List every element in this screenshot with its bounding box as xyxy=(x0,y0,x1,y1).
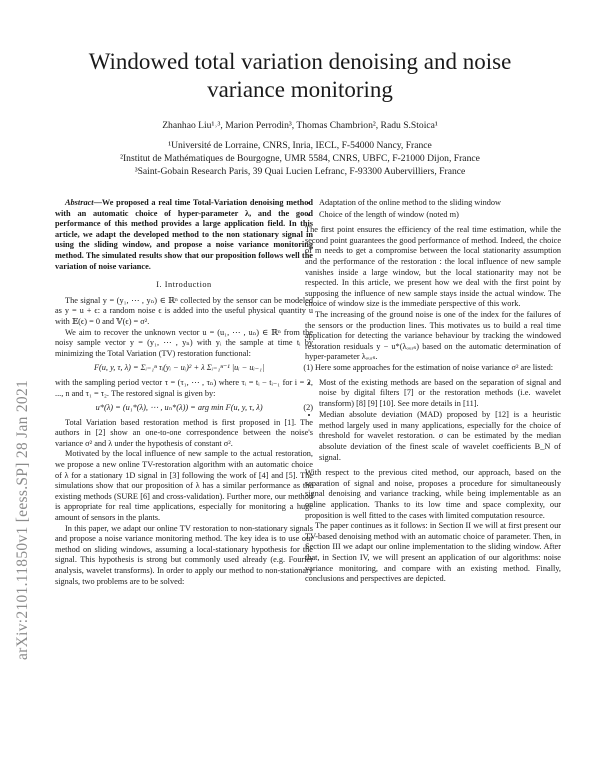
abstract-text: —We proposed a real time Total-Variation denoising method with an automatic choice of hyper-parameter λ, and the good performance of this method provides a large application field. In this article, we adapt the developed method to the non stationary signal in using the sliding window, and propose a noise variance monitoring method. The simulated results show that our proposition follows well the variation of noise variance. xyxy=(55,198,313,271)
left-column xyxy=(55,198,313,587)
equation-body: u*(λ) = (u₁*(λ), ⋯ , uₙ*(λ)) = arg min F(u, y, τ, λ) xyxy=(95,403,263,413)
equation-number: (1) xyxy=(303,363,313,373)
equation-body: F(u, y, τ, λ) = Σᵢ₌₁ⁿ τᵢ(yᵢ − uᵢ)² + λ Σᵢ₌₁ⁿ⁻¹ |uᵢ − uᵢ₋₁| xyxy=(93,363,265,373)
paragraph: The first point ensures the efficiency of the real time estimation, while the second point guarantees the good performance of method. Indeed, the choice of m needs to get a compromise between the local stationarity assumption and the performance of the restoration : the local influence of new sample vanishes inside a large window, but the local stationarity may not be respected. In this article, we present how we deal with the first point by supposing the influence of new sample stays inside the actual window. The choice of window size is the immediate perspective of this work. xyxy=(305,225,561,309)
bullet-list xyxy=(305,378,561,464)
paragraph: with the sampling period vector τ = (τ₁, ⋯ , τₙ) where τᵢ = tᵢ − tᵢ₋₁ for i = 2, ..., n and τ₁ = τ₂. The restored signal is given by: xyxy=(55,377,313,398)
paragraph: With respect to the previous cited method, our approach, based on the separation of signal and noise, proposes a procedure for simultaneously signal denoising and variance tracking, while being implementable as an online application. Thanks to its low time and space complexity, our proposition is well fitted to the cases with limited computation resource. xyxy=(305,468,561,520)
equation-number: (2) xyxy=(303,403,313,413)
list-item: • Most of the existing methods are based on the separation of signal and noise by digital filters [7] or the restoration methods (i.e. wavelet transform) [8] [9] [10]. See more details in [11]. xyxy=(319,378,561,410)
bullet-list xyxy=(305,198,561,220)
list-item: • Choice of the length of window (noted m) xyxy=(319,210,561,221)
equation-2 xyxy=(55,403,313,414)
affiliation-2: ²Institut de Mathématiques de Bourgogne, UMR 5584, CNRS, UBFC, F-21000 Dijon, France xyxy=(120,153,480,164)
paper-title: Windowed total variation denoising and noise variance monitoring xyxy=(88,49,512,102)
paragraph: The increasing of the ground noise is one of the index for the failures of the sensors or the production lines. This motivates us to build a real time application for detecting the variance behaviour by tracking the windowed restoration residuals y − u*(λₒᵤᵣₛ) based on the automatic determination of hyper-parameter λₒᵤᵣₛ. xyxy=(305,309,561,362)
abstract-label: Abstract xyxy=(65,198,94,207)
paragraph: The paper continues as it follows: in Section II we will at first present our TV-based denoising method with an automatic choice of parameter. Then, in Section III we adapt our online implementation to the sliding window. After that, in Section IV, we will present an application of our algorithms: noise variance monitoring, and compare with an existing method. Finally, conclusions and perspectives are depicted. xyxy=(305,521,561,584)
right-column xyxy=(305,198,561,585)
arxiv-stamp: arXiv:2101.11850v1 [eess.SP] 28 Jan 2021 xyxy=(14,379,31,660)
authors: Zhanhao Liu¹˒³, Marion Perrodin³, Thomas Chambrion², Radu S.Stoica¹ xyxy=(162,120,438,131)
abstract xyxy=(55,198,313,272)
paragraph: We aim to recover the unknown vector u = (u₁, ⋯ , uₙ) ∈ ℝⁿ from the noisy sample vector y = (y₁, ⋯ , yₙ) with yᵢ the sample at time tᵢ by minimizing the Total Variation (TV) restoration functional: xyxy=(55,327,313,358)
paragraph: In this paper, we adapt our online TV restoration to non-stationary signals and propose a noise variance monitoring method. The key idea is to use our method on sliding windows, assuming a local-stationary hypothesis for the signal. This hypothesis is strong but commonly used already (e.g. Fourier analysis, wavelet transforms). In order to apply our method to non-stationary signals, two problems are to be solved: xyxy=(55,523,313,586)
list-item: • Adaptation of the online method to the sliding window xyxy=(319,198,561,209)
paragraph: Total Variation based restoration method is first proposed in [1]. The authors in [2] show an one-to-one correspondence between the noise's variance σ² and λ under the hypothesis of constant σ². xyxy=(55,417,313,448)
list-item: • Median absolute deviation (MAD) proposed by [12] is a heuristic method largely used in many applications, especially for the choice of threshold for wavelet restoration. σ can be estimated by the median absolute deviation of the finest scale of wavelet coefficients B_N of signal. xyxy=(319,410,561,463)
equation-1 xyxy=(55,363,313,374)
paragraph: Here some approaches for the estimation of noise variance σ² are listed: xyxy=(315,362,554,372)
affiliation-3: ³Saint-Gobain Research Paris, 39 Quai Lucien Lefranc, F-93300 Aubervilliers, France xyxy=(134,166,466,177)
affiliation-1: ¹Université de Lorraine, CNRS, Inria, IECL, F-54000 Nancy, France xyxy=(168,140,432,151)
section-heading-introduction: I. Introduction xyxy=(156,280,212,290)
paragraph: Motivated by the local influence of new sample to the actual restoration, we propose a new online TV-restoration algorithm with an automatic choice of λ for a stationary 1D signal in [3] following the work of [4] and [5]. The simulations show that our proposition of λ has a similar performance as the existing methods (SURE [6] and cross-validation). Further more, our method is appropriate for real time applications, especially for monitoring a huge amount of sensors in the plants. xyxy=(55,449,313,523)
paragraph: The signal y = (y₁, ⋯ , yₙ) ∈ ℝⁿ collected by the sensor can be modeled as y = u + ϵ: a random noise ϵ is added into the useful physical quantity u with 𝔼(ϵ) = 0 and 𝕍(ϵ) = σ². xyxy=(55,295,313,326)
